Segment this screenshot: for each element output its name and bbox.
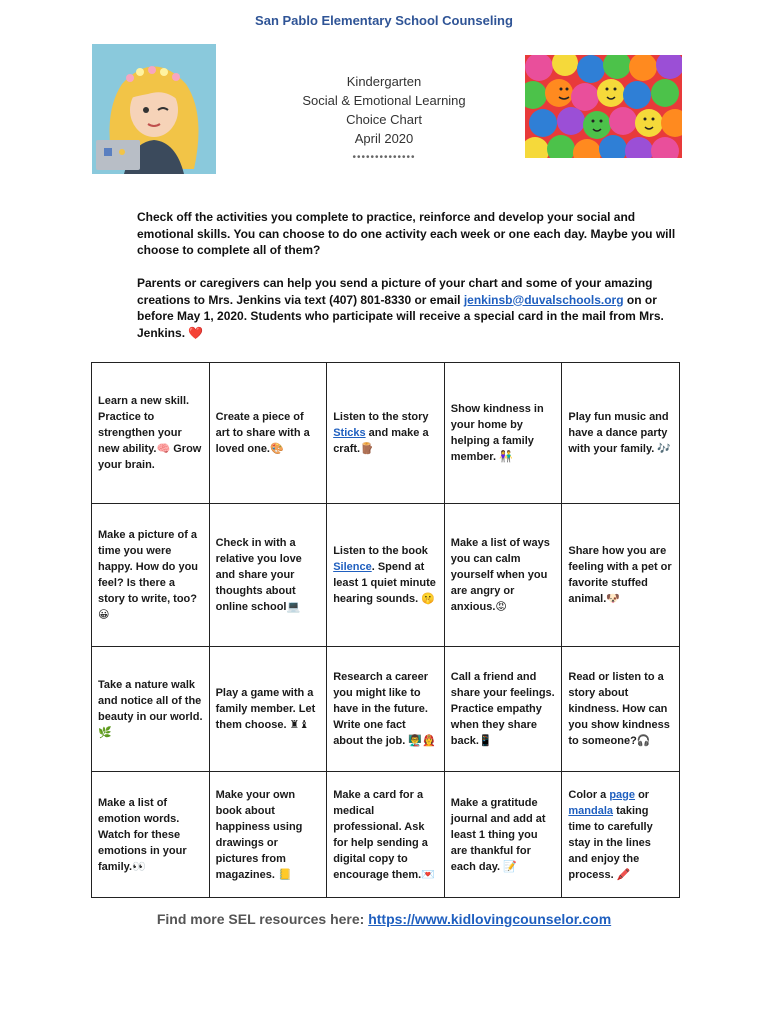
activity-cell[interactable]: Read or listen to a story about kindness. How can you show kindness to someone?🎧 (562, 647, 680, 772)
chart-heading (0, 72, 768, 167)
activity-cell[interactable]: Make a picture of a time you were happy. How do you feel? Is there a story to write, too? 😀 (92, 504, 210, 647)
choice-chart-grid (91, 362, 680, 898)
decorative-divider: •••••••••••••• (352, 152, 416, 163)
activity-cell[interactable] (562, 772, 680, 898)
sticks-link[interactable]: Sticks (333, 427, 366, 439)
grid-row (92, 647, 680, 772)
activity-cell[interactable]: Take a nature walk and notice all of the beauty in our world.🌿 (92, 647, 210, 772)
cell-text: Color a (568, 788, 610, 801)
activity-cell[interactable]: Learn a new skill. Practice to strengthen your new ability.🧠 Grow your brain. (92, 363, 210, 504)
intro-text-b: on or before May 1, 2020. Students who participate will receive a special card in the mail from Mrs. Jenkins. ❤️ (137, 292, 664, 340)
cell-text: and make a craft.🪵 (333, 427, 429, 455)
activity-cell[interactable]: Check in with a relative you love and share your thoughts about online school💻 (209, 504, 327, 647)
activity-cell[interactable]: Play fun music and have a dance party with your family. 🎶 (562, 363, 680, 504)
intro-text-a: Parents or caregivers can help you send a picture of your chart and some of your amazing creations to Mrs. Jenkins via text (407) 801-8330 or email (137, 276, 653, 307)
activity-cell[interactable]: Make your own book about happiness using drawings or pictures from magazines. 📒 (209, 772, 327, 898)
heading-grade: Kindergarten (346, 74, 422, 89)
activity-cell[interactable]: Share how you are feeling with a pet or favorite stuffed animal.🐶 (562, 504, 680, 647)
page-link[interactable]: page (609, 788, 636, 801)
cell-text: Listen to the story (333, 411, 429, 423)
activity-cell[interactable]: Make a card for a medical professional. Ask for help sending a digital copy to encourage them.💌 (327, 772, 445, 898)
intro-paragraph-1: Check off the activities you complete to practice, reinforce and develop your social and emotional skills. You can choose to do one activity each week or one each day. Maybe you will choose to complete all of them? (137, 210, 676, 257)
grid-row (92, 504, 680, 647)
activity-cell[interactable]: Create a piece of art to share with a loved one.🎨 (209, 363, 327, 504)
silence-link[interactable]: Silence (333, 561, 372, 573)
cell-text: taking time to carefully stay in the lines and enjoy the process. 🖍️ (568, 804, 653, 881)
resources-link[interactable]: https://www.kidlovingcounselor.com (368, 911, 612, 927)
activity-cell[interactable]: Call a friend and share your feelings. Practice empathy when they share back.📱 (444, 647, 562, 772)
activity-cell[interactable]: Show kindness in your home by helping a family member. 👫 (444, 363, 562, 504)
activity-cell[interactable]: Make a gratitude journal and add at least 1 thing you are thankful for each day. 📝 (444, 772, 562, 898)
activity-cell[interactable]: Make a list of ways you can calm yourself when you are angry or anxious.😡 (444, 504, 562, 647)
heading-subject: Social & Emotional Learning (302, 93, 466, 108)
page-title: San Pablo Elementary School Counseling (255, 13, 513, 28)
activity-cell[interactable]: Make a list of emotion words. Watch for these emotions in your family.👀 (92, 772, 210, 898)
mandala-link[interactable]: mandala (568, 804, 614, 817)
footer (0, 911, 768, 927)
cell-text: Listen to the book (333, 545, 428, 557)
heading-chart-name: Choice Chart (346, 112, 422, 127)
grid-row (92, 363, 680, 504)
activity-cell[interactable] (327, 504, 445, 647)
activity-cell[interactable]: Research a career you might like to have in the future. Write one fact about the job. 👨‍🏫👩‍🚒 (327, 647, 445, 772)
email-link[interactable]: jenkinsb@duvalschools.org (463, 292, 624, 307)
activity-cell[interactable]: Play a game with a family member. Let them choose. ♜♝ (209, 647, 327, 772)
grid-row (92, 772, 680, 898)
activity-cell[interactable] (327, 363, 445, 504)
footer-label: Find more SEL resources here: (156, 911, 369, 927)
intro-paragraph-2 (137, 275, 677, 341)
cell-text: . Spend at least 1 quiet minute hearing sounds. 🤫 (333, 561, 436, 605)
cell-text: or (635, 788, 650, 801)
heading-date: April 2020 (354, 131, 414, 146)
